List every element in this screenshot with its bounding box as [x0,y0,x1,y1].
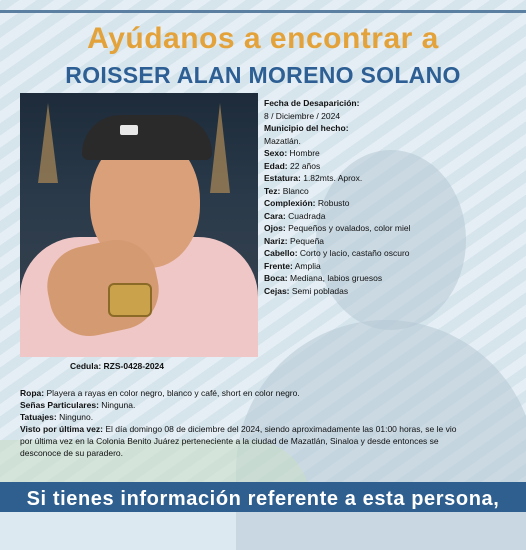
info-cejas: Cejas: Semi pobladas [264,285,349,296]
detail-visto-line2: por última vez en la Colonia Benito Juárez perteneciente a la ciudad de Mazatlán, Sinaloa y desde entonces se [20,436,439,446]
info-municipio-label: Municipio del hecho: [264,123,349,133]
info-municipio-value: Mazatlán. [264,135,301,146]
person-photo [20,93,258,357]
info-fecha-value: 8 / Diciembre / 2024 [264,110,341,121]
detail-visto: Visto por última vez: El día domingo 08 de diciembre del 2024, siendo aproximadamente las 01:00 horas, se le vio [20,424,457,434]
footer-banner: Si tienes información referente a esta persona, [0,482,526,512]
additional-details [20,387,510,459]
info-cabello: Cabello: Corto y lacio, castaño oscuro [264,248,410,258]
info-frente: Frente: Amplia [264,260,321,271]
cedula-number: Cedula: RZS-0428-2024 [70,361,165,371]
detail-senas: Señas Particulares: Ninguna. [20,400,136,410]
detail-ropa: Ropa: Playera a rayas en color negro, blanco y café, short en color negro. [20,388,300,398]
photo-cap [82,115,212,160]
info-tez: Tez: Blanco [264,185,309,196]
info-edad: Edad: 22 años [264,160,321,171]
info-fecha-label: Fecha de Desaparición: [264,98,360,108]
detail-visto-line3: desconoce de su paradero. [20,448,124,458]
info-sexo: Sexo: Hombre [264,148,320,158]
photo-watch [108,283,152,317]
person-info [264,97,410,297]
poster-headline: Ayúdanos a encontrar a [87,22,439,55]
hanging-lamp [38,103,58,183]
info-estatura: Estatura: 1.82mts. Aprox. [264,173,363,183]
info-nariz: Nariz: Pequeña [264,235,325,246]
info-complexion: Complexión: Robusto [264,198,350,208]
top-divider [0,10,526,13]
missing-person-name: ROISSER ALAN MORENO SOLANO [65,62,461,88]
info-cara: Cara: Cuadrada [264,210,326,221]
detail-tatuajes: Tatuajes: Ninguno. [20,412,94,422]
info-boca: Boca: Mediana, labios gruesos [264,273,383,283]
hanging-lamp [210,103,230,193]
info-ojos: Ojos: Pequeños y ovalados, color miel [264,223,411,233]
cap-logo [120,125,138,135]
